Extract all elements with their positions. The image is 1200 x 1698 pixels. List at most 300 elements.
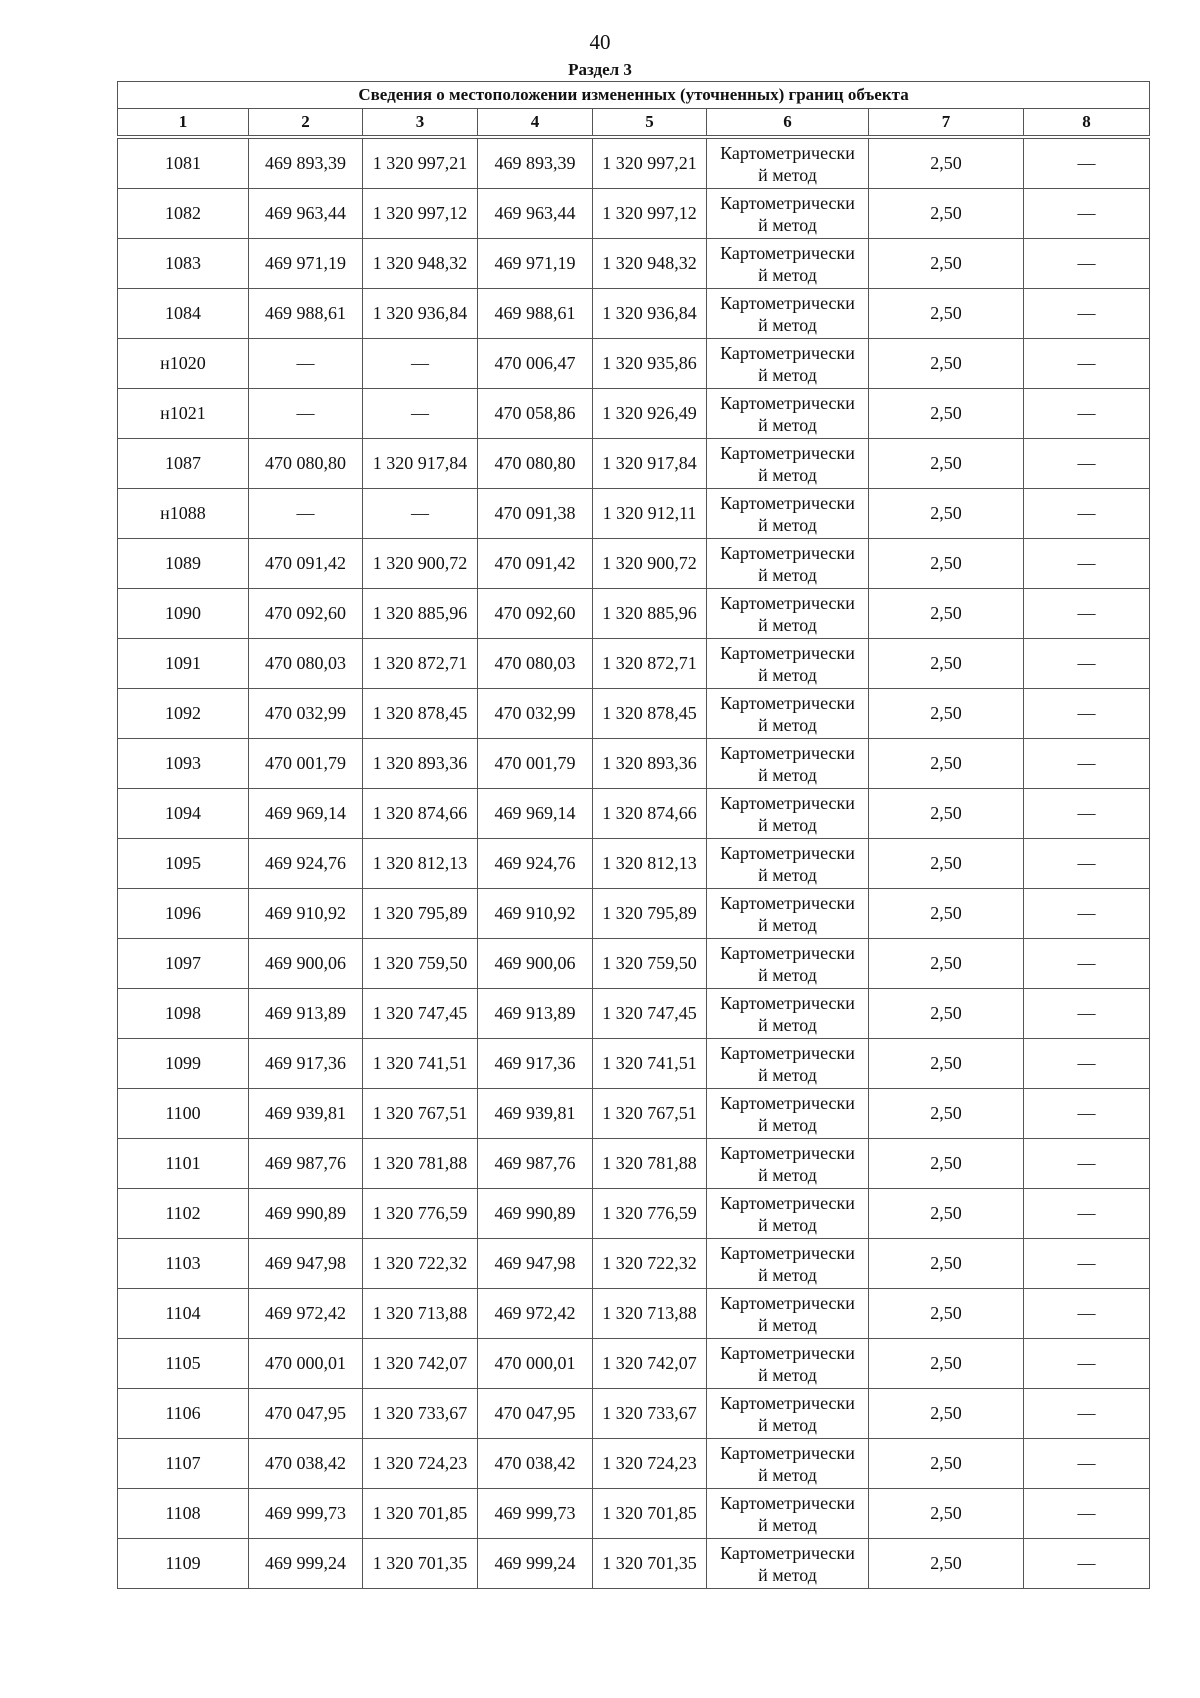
x-new-cell: 469 990,89 <box>478 1189 593 1239</box>
column-number: 7 <box>869 109 1024 136</box>
description-cell: — <box>1024 189 1150 239</box>
description-cell: — <box>1024 839 1150 889</box>
column-number: 4 <box>478 109 593 136</box>
accuracy-cell: 2,50 <box>869 1389 1024 1439</box>
table-row <box>118 1289 1150 1339</box>
method-line: й метод <box>758 1014 817 1035</box>
table-body <box>118 139 1150 1589</box>
method-cell <box>707 1339 869 1389</box>
boundary-coordinates-table <box>117 81 1150 1589</box>
y-new-cell: 1 320 795,89 <box>593 889 707 939</box>
table-row <box>118 339 1150 389</box>
table-row <box>118 239 1150 289</box>
table-row <box>118 1039 1150 1089</box>
method-line: й метод <box>758 1214 817 1235</box>
method-line: й метод <box>758 914 817 935</box>
point-id-cell: 1094 <box>118 789 249 839</box>
x-old-cell: 469 972,42 <box>249 1289 363 1339</box>
point-id-cell: 1105 <box>118 1339 249 1389</box>
y-old-cell: 1 320 733,67 <box>363 1389 478 1439</box>
x-new-cell: 470 091,42 <box>478 539 593 589</box>
accuracy-cell: 2,50 <box>869 639 1024 689</box>
description-cell: — <box>1024 1139 1150 1189</box>
table-row <box>118 589 1150 639</box>
y-new-cell: 1 320 781,88 <box>593 1139 707 1189</box>
method-cell <box>707 1439 869 1489</box>
point-id-cell: 1097 <box>118 939 249 989</box>
point-id-cell: 1107 <box>118 1439 249 1489</box>
y-old-cell: 1 320 747,45 <box>363 989 478 1039</box>
x-new-cell: 470 092,60 <box>478 589 593 639</box>
y-old-cell: 1 320 812,13 <box>363 839 478 889</box>
method-cell <box>707 1289 869 1339</box>
table-row <box>118 839 1150 889</box>
method-line: Картометрически <box>720 742 855 763</box>
description-cell: — <box>1024 989 1150 1039</box>
point-id-cell: 1093 <box>118 739 249 789</box>
method-line: й метод <box>758 464 817 485</box>
x-new-cell: 469 939,81 <box>478 1089 593 1139</box>
method-line: й метод <box>758 1464 817 1485</box>
method-cell <box>707 239 869 289</box>
description-cell: — <box>1024 739 1150 789</box>
y-new-cell: 1 320 935,86 <box>593 339 707 389</box>
x-new-cell: 470 032,99 <box>478 689 593 739</box>
y-old-cell: 1 320 893,36 <box>363 739 478 789</box>
x-old-cell: 469 999,24 <box>249 1539 363 1589</box>
y-old-cell: 1 320 948,32 <box>363 239 478 289</box>
x-old-cell: 470 091,42 <box>249 539 363 589</box>
x-old-cell: 469 963,44 <box>249 189 363 239</box>
method-cell <box>707 1089 869 1139</box>
y-old-cell: 1 320 997,12 <box>363 189 478 239</box>
method-cell <box>707 939 869 989</box>
method-line: й метод <box>758 364 817 385</box>
x-old-cell: 470 000,01 <box>249 1339 363 1389</box>
method-line: Картометрически <box>720 592 855 613</box>
x-new-cell: 469 969,14 <box>478 789 593 839</box>
column-number: 8 <box>1024 109 1150 136</box>
description-cell: — <box>1024 1489 1150 1539</box>
method-line: й метод <box>758 814 817 835</box>
point-id-cell: 1087 <box>118 439 249 489</box>
method-line: Картометрически <box>720 142 855 163</box>
accuracy-cell: 2,50 <box>869 739 1024 789</box>
x-new-cell: 469 900,06 <box>478 939 593 989</box>
point-id-cell: 1098 <box>118 989 249 1039</box>
y-old-cell: 1 320 878,45 <box>363 689 478 739</box>
accuracy-cell: 2,50 <box>869 289 1024 339</box>
column-number: 5 <box>593 109 707 136</box>
method-line: й метод <box>758 1164 817 1185</box>
table-row <box>118 389 1150 439</box>
point-id-cell: 1095 <box>118 839 249 889</box>
y-old-cell: 1 320 936,84 <box>363 289 478 339</box>
method-line: Картометрически <box>720 192 855 213</box>
accuracy-cell: 2,50 <box>869 1239 1024 1289</box>
method-line: Картометрически <box>720 942 855 963</box>
y-new-cell: 1 320 997,21 <box>593 139 707 189</box>
x-old-cell: 470 047,95 <box>249 1389 363 1439</box>
accuracy-cell: 2,50 <box>869 1089 1024 1139</box>
method-line: Картометрически <box>720 442 855 463</box>
table-row <box>118 1189 1150 1239</box>
y-new-cell: 1 320 741,51 <box>593 1039 707 1089</box>
y-new-cell: 1 320 722,32 <box>593 1239 707 1289</box>
table-row <box>118 939 1150 989</box>
y-old-cell: 1 320 741,51 <box>363 1039 478 1089</box>
x-new-cell: 470 038,42 <box>478 1439 593 1489</box>
method-line: Картометрически <box>720 1192 855 1213</box>
method-line: й метод <box>758 1064 817 1085</box>
method-line: Картометрически <box>720 692 855 713</box>
y-new-cell: 1 320 926,49 <box>593 389 707 439</box>
y-old-cell: 1 320 885,96 <box>363 589 478 639</box>
x-old-cell: 469 893,39 <box>249 139 363 189</box>
method-cell <box>707 439 869 489</box>
table-row <box>118 1239 1150 1289</box>
method-line: Картометрически <box>720 892 855 913</box>
y-new-cell: 1 320 701,85 <box>593 1489 707 1539</box>
method-cell <box>707 589 869 639</box>
y-new-cell: 1 320 872,71 <box>593 639 707 689</box>
accuracy-cell: 2,50 <box>869 839 1024 889</box>
description-cell: — <box>1024 1389 1150 1439</box>
method-line: Картометрически <box>720 1492 855 1513</box>
x-new-cell: 470 001,79 <box>478 739 593 789</box>
y-new-cell: 1 320 733,67 <box>593 1389 707 1439</box>
x-old-cell: 469 971,19 <box>249 239 363 289</box>
accuracy-cell: 2,50 <box>869 589 1024 639</box>
description-cell: — <box>1024 689 1150 739</box>
table-row <box>118 139 1150 189</box>
x-new-cell: 469 910,92 <box>478 889 593 939</box>
x-old-cell: — <box>249 389 363 439</box>
x-new-cell: 469 917,36 <box>478 1039 593 1089</box>
y-old-cell: 1 320 701,85 <box>363 1489 478 1539</box>
y-new-cell: 1 320 767,51 <box>593 1089 707 1139</box>
table-row <box>118 1089 1150 1139</box>
accuracy-cell: 2,50 <box>869 989 1024 1039</box>
accuracy-cell: 2,50 <box>869 1539 1024 1589</box>
method-line: Картометрически <box>720 1392 855 1413</box>
method-line: Картометрически <box>720 842 855 863</box>
x-old-cell: 469 990,89 <box>249 1189 363 1239</box>
method-cell <box>707 689 869 739</box>
table-row <box>118 1489 1150 1539</box>
table-row <box>118 789 1150 839</box>
accuracy-cell: 2,50 <box>869 1289 1024 1339</box>
table-row <box>118 189 1150 239</box>
method-cell <box>707 1539 869 1589</box>
table-caption: Сведения о местоположении измененных (уточненных) границ объекта <box>118 82 1150 109</box>
y-new-cell: 1 320 997,12 <box>593 189 707 239</box>
page-number: 40 <box>589 30 611 54</box>
method-line: й метод <box>758 264 817 285</box>
x-new-cell: 469 924,76 <box>478 839 593 889</box>
method-cell <box>707 139 869 189</box>
point-id-cell: н1021 <box>118 389 249 439</box>
accuracy-cell: 2,50 <box>869 439 1024 489</box>
y-new-cell: 1 320 724,23 <box>593 1439 707 1489</box>
y-old-cell: — <box>363 389 478 439</box>
method-line: й метод <box>758 614 817 635</box>
table-row <box>118 1139 1150 1189</box>
point-id-cell: 1091 <box>118 639 249 689</box>
accuracy-cell: 2,50 <box>869 139 1024 189</box>
method-cell <box>707 1039 869 1089</box>
x-old-cell: 470 092,60 <box>249 589 363 639</box>
method-cell <box>707 1389 869 1439</box>
accuracy-cell: 2,50 <box>869 489 1024 539</box>
y-new-cell: 1 320 948,32 <box>593 239 707 289</box>
x-new-cell: 469 971,19 <box>478 239 593 289</box>
description-cell: — <box>1024 1339 1150 1389</box>
section-title: Раздел 3 <box>568 60 632 79</box>
y-old-cell: 1 320 724,23 <box>363 1439 478 1489</box>
method-line: й метод <box>758 414 817 435</box>
point-id-cell: 1082 <box>118 189 249 239</box>
y-old-cell: 1 320 900,72 <box>363 539 478 589</box>
y-old-cell: 1 320 997,21 <box>363 139 478 189</box>
x-new-cell: 470 080,80 <box>478 439 593 489</box>
y-old-cell: — <box>363 489 478 539</box>
method-line: й метод <box>758 964 817 985</box>
accuracy-cell: 2,50 <box>869 239 1024 289</box>
y-new-cell: 1 320 747,45 <box>593 989 707 1039</box>
description-cell: — <box>1024 1039 1150 1089</box>
column-number: 6 <box>707 109 869 136</box>
table-row <box>118 1339 1150 1389</box>
method-cell <box>707 339 869 389</box>
method-cell <box>707 189 869 239</box>
method-cell <box>707 1239 869 1289</box>
y-new-cell: 1 320 713,88 <box>593 1289 707 1339</box>
method-cell <box>707 989 869 1039</box>
x-new-cell: 469 988,61 <box>478 289 593 339</box>
point-id-cell: 1099 <box>118 1039 249 1089</box>
x-new-cell: 470 006,47 <box>478 339 593 389</box>
x-new-cell: 470 000,01 <box>478 1339 593 1389</box>
column-number: 3 <box>363 109 478 136</box>
description-cell: — <box>1024 289 1150 339</box>
method-line: Картометрически <box>720 1442 855 1463</box>
x-old-cell: 469 939,81 <box>249 1089 363 1139</box>
y-new-cell: 1 320 759,50 <box>593 939 707 989</box>
method-line: Картометрически <box>720 1542 855 1563</box>
y-new-cell: 1 320 701,35 <box>593 1539 707 1589</box>
method-line: Картометрически <box>720 342 855 363</box>
point-id-cell: 1089 <box>118 539 249 589</box>
y-new-cell: 1 320 917,84 <box>593 439 707 489</box>
point-id-cell: н1088 <box>118 489 249 539</box>
x-old-cell: 469 987,76 <box>249 1139 363 1189</box>
description-cell: — <box>1024 639 1150 689</box>
x-new-cell: 469 999,24 <box>478 1539 593 1589</box>
method-line: й метод <box>758 564 817 585</box>
y-new-cell: 1 320 878,45 <box>593 689 707 739</box>
method-cell <box>707 789 869 839</box>
accuracy-cell: 2,50 <box>869 1489 1024 1539</box>
point-id-cell: 1083 <box>118 239 249 289</box>
y-new-cell: 1 320 900,72 <box>593 539 707 589</box>
table-row <box>118 989 1150 1039</box>
x-old-cell: 469 969,14 <box>249 789 363 839</box>
method-line: й метод <box>758 1314 817 1335</box>
description-cell: — <box>1024 139 1150 189</box>
y-old-cell: 1 320 874,66 <box>363 789 478 839</box>
y-new-cell: 1 320 812,13 <box>593 839 707 889</box>
point-id-cell: 1090 <box>118 589 249 639</box>
y-old-cell: 1 320 781,88 <box>363 1139 478 1189</box>
description-cell: — <box>1024 389 1150 439</box>
table-row <box>118 1539 1150 1589</box>
column-number: 1 <box>118 109 249 136</box>
method-line: Картометрически <box>720 542 855 563</box>
column-number: 2 <box>249 109 363 136</box>
y-old-cell: 1 320 795,89 <box>363 889 478 939</box>
point-id-cell: н1020 <box>118 339 249 389</box>
method-cell <box>707 539 869 589</box>
method-line: Картометрически <box>720 392 855 413</box>
method-line: Картометрически <box>720 1242 855 1263</box>
description-cell: — <box>1024 1539 1150 1589</box>
y-old-cell: 1 320 742,07 <box>363 1339 478 1389</box>
accuracy-cell: 2,50 <box>869 1439 1024 1489</box>
table-row <box>118 889 1150 939</box>
x-new-cell: 469 987,76 <box>478 1139 593 1189</box>
x-old-cell: — <box>249 339 363 389</box>
point-id-cell: 1104 <box>118 1289 249 1339</box>
table-row <box>118 289 1150 339</box>
table-row <box>118 1389 1150 1439</box>
x-old-cell: 469 913,89 <box>249 989 363 1039</box>
description-cell: — <box>1024 1189 1150 1239</box>
x-new-cell: 470 080,03 <box>478 639 593 689</box>
y-new-cell: 1 320 776,59 <box>593 1189 707 1239</box>
x-new-cell: 470 047,95 <box>478 1389 593 1439</box>
accuracy-cell: 2,50 <box>869 689 1024 739</box>
y-new-cell: 1 320 874,66 <box>593 789 707 839</box>
table-row <box>118 1439 1150 1489</box>
x-new-cell: 470 058,86 <box>478 389 593 439</box>
method-line: Картометрически <box>720 242 855 263</box>
point-id-cell: 1109 <box>118 1539 249 1589</box>
method-line: й метод <box>758 1264 817 1285</box>
y-old-cell: 1 320 872,71 <box>363 639 478 689</box>
method-line: Картометрически <box>720 492 855 513</box>
y-old-cell: 1 320 767,51 <box>363 1089 478 1139</box>
y-old-cell: 1 320 917,84 <box>363 439 478 489</box>
method-line: й метод <box>758 1514 817 1535</box>
y-new-cell: 1 320 885,96 <box>593 589 707 639</box>
description-cell: — <box>1024 1239 1150 1289</box>
method-line: й метод <box>758 864 817 885</box>
x-new-cell: 469 972,42 <box>478 1289 593 1339</box>
x-new-cell: 469 893,39 <box>478 139 593 189</box>
description-cell: — <box>1024 939 1150 989</box>
x-old-cell: — <box>249 489 363 539</box>
accuracy-cell: 2,50 <box>869 789 1024 839</box>
description-cell: — <box>1024 889 1150 939</box>
x-old-cell: 470 080,03 <box>249 639 363 689</box>
point-id-cell: 1081 <box>118 139 249 189</box>
point-id-cell: 1102 <box>118 1189 249 1239</box>
method-cell <box>707 839 869 889</box>
y-old-cell: 1 320 701,35 <box>363 1539 478 1589</box>
method-line: Картометрически <box>720 1342 855 1363</box>
description-cell: — <box>1024 439 1150 489</box>
x-old-cell: 469 910,92 <box>249 889 363 939</box>
x-old-cell: 469 988,61 <box>249 289 363 339</box>
method-line: Картометрически <box>720 642 855 663</box>
method-cell <box>707 489 869 539</box>
method-line: й метод <box>758 164 817 185</box>
accuracy-cell: 2,50 <box>869 389 1024 439</box>
x-old-cell: 469 924,76 <box>249 839 363 889</box>
method-line: й метод <box>758 1564 817 1585</box>
method-line: Картометрически <box>720 292 855 313</box>
x-old-cell: 470 080,80 <box>249 439 363 489</box>
accuracy-cell: 2,50 <box>869 1139 1024 1189</box>
table-row <box>118 439 1150 489</box>
description-cell: — <box>1024 339 1150 389</box>
accuracy-cell: 2,50 <box>869 1189 1024 1239</box>
point-id-cell: 1092 <box>118 689 249 739</box>
description-cell: — <box>1024 1439 1150 1489</box>
accuracy-cell: 2,50 <box>869 939 1024 989</box>
accuracy-cell: 2,50 <box>869 1039 1024 1089</box>
x-old-cell: 470 032,99 <box>249 689 363 739</box>
x-new-cell: 470 091,38 <box>478 489 593 539</box>
table-row <box>118 739 1150 789</box>
method-line: Картометрически <box>720 1142 855 1163</box>
method-line: й метод <box>758 214 817 235</box>
x-old-cell: 470 038,42 <box>249 1439 363 1489</box>
y-old-cell: 1 320 713,88 <box>363 1289 478 1339</box>
method-line: Картометрически <box>720 1042 855 1063</box>
accuracy-cell: 2,50 <box>869 1339 1024 1389</box>
y-new-cell: 1 320 742,07 <box>593 1339 707 1389</box>
table-row <box>118 489 1150 539</box>
point-id-cell: 1108 <box>118 1489 249 1539</box>
table-row <box>118 689 1150 739</box>
method-line: й метод <box>758 1364 817 1385</box>
accuracy-cell: 2,50 <box>869 189 1024 239</box>
description-cell: — <box>1024 789 1150 839</box>
method-line: й метод <box>758 664 817 685</box>
method-line: й метод <box>758 764 817 785</box>
method-line: Картометрически <box>720 1292 855 1313</box>
method-line: Картометрически <box>720 792 855 813</box>
method-line: Картометрически <box>720 1092 855 1113</box>
x-old-cell: 469 947,98 <box>249 1239 363 1289</box>
accuracy-cell: 2,50 <box>869 889 1024 939</box>
point-id-cell: 1103 <box>118 1239 249 1289</box>
x-new-cell: 469 999,73 <box>478 1489 593 1539</box>
method-cell <box>707 289 869 339</box>
accuracy-cell: 2,50 <box>869 339 1024 389</box>
x-old-cell: 469 999,73 <box>249 1489 363 1539</box>
column-number-row <box>118 109 1150 136</box>
description-cell: — <box>1024 239 1150 289</box>
method-cell <box>707 1139 869 1189</box>
method-cell <box>707 1489 869 1539</box>
point-id-cell: 1106 <box>118 1389 249 1439</box>
method-cell <box>707 889 869 939</box>
accuracy-cell: 2,50 <box>869 539 1024 589</box>
description-cell: — <box>1024 589 1150 639</box>
